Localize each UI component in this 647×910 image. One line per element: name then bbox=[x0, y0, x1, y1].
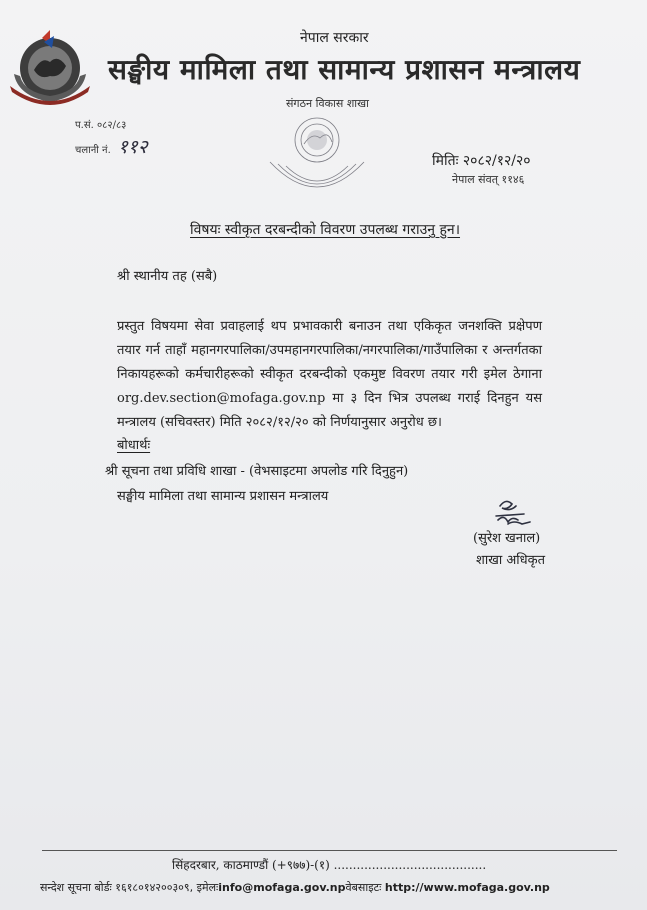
nepal-sambat-date: नेपाल संवत् ११४६ bbox=[452, 173, 525, 186]
footer-address: सिंहदरबार, काठमाण्डौं (+९७७)-(१) ........................................ bbox=[172, 858, 487, 872]
government-name: नेपाल सरकार bbox=[300, 30, 369, 46]
dispatch-number-value: ११२ bbox=[117, 136, 148, 158]
letter-date: मितिः २०८२/१२/२० bbox=[432, 153, 531, 169]
ministry-name: सङ्घीय मामिला तथा सामान्य प्रशासन मन्त्रालय bbox=[108, 53, 581, 86]
signatory-name: (सुरेश खनाल) bbox=[473, 531, 541, 546]
cc-title: बोधार्थः bbox=[117, 438, 151, 453]
reference-number: प.सं. ०८२/८३ bbox=[75, 120, 127, 131]
dispatch-label: चलानी नं. bbox=[75, 145, 111, 156]
letter-body: प्रस्तुत विषयमा सेवा प्रवाहलाई थप प्रभावकारी बनाउन तथा एकिकृत जनशक्ति प्रक्षेपण तयार गर्न ताहाँ महानगरपालिका/उपमहानगरपालिका/नगरपालिका/गाउँपालिका र अन्तर्गतका निकायहरूको कर्मचारीहरूको स्वीकृत दरबन्दीको एकमुष्ट विवरण तयार गरी इमेल ठेगाना org.dev.section@mofaga.gov.np मा ३ दिन भित्र उपलब्ध गराई दिनहुन यस मन्त्रालय (सचिवस्तर) मिति २०८२/१२/२० को निर्णयानुसार अनुरोध छ। bbox=[117, 319, 542, 430]
signatory-designation: शाखा अधिकृत bbox=[476, 553, 546, 568]
section-name: संगठन विकास शाखा bbox=[286, 97, 369, 110]
cc-item: श्री सूचना तथा प्रविधि शाखा - (वेभसाइटमा अपलोड गरि दिनुहुन) bbox=[105, 464, 409, 479]
footer-email-link[interactable]: info@mofaga.gov.np bbox=[218, 881, 346, 894]
footer-contact bbox=[40, 880, 550, 895]
addressee: श्री स्थानीय तह (सबै) bbox=[117, 269, 218, 284]
nepal-emblem-icon bbox=[4, 26, 96, 110]
footer-contact-prefix: सन्देश सूचना बोर्डः १६१८०१४२००३०९, इमेलः bbox=[40, 881, 219, 894]
office-stamp-icon bbox=[262, 112, 372, 202]
footer-divider bbox=[42, 850, 617, 851]
dispatch-number bbox=[75, 133, 148, 159]
footer-website-link[interactable]: http://www.mofaga.gov.np bbox=[384, 881, 550, 894]
cc-item: सङ्घीय मामिला तथा सामान्य प्रशासन मन्त्रालय bbox=[117, 489, 329, 504]
letter-subject: विषयः स्वीकृत दरबन्दीको विवरण उपलब्ध गराउनु हुन। bbox=[190, 222, 461, 238]
footer-website-label: वेबसाइटः bbox=[345, 881, 385, 894]
